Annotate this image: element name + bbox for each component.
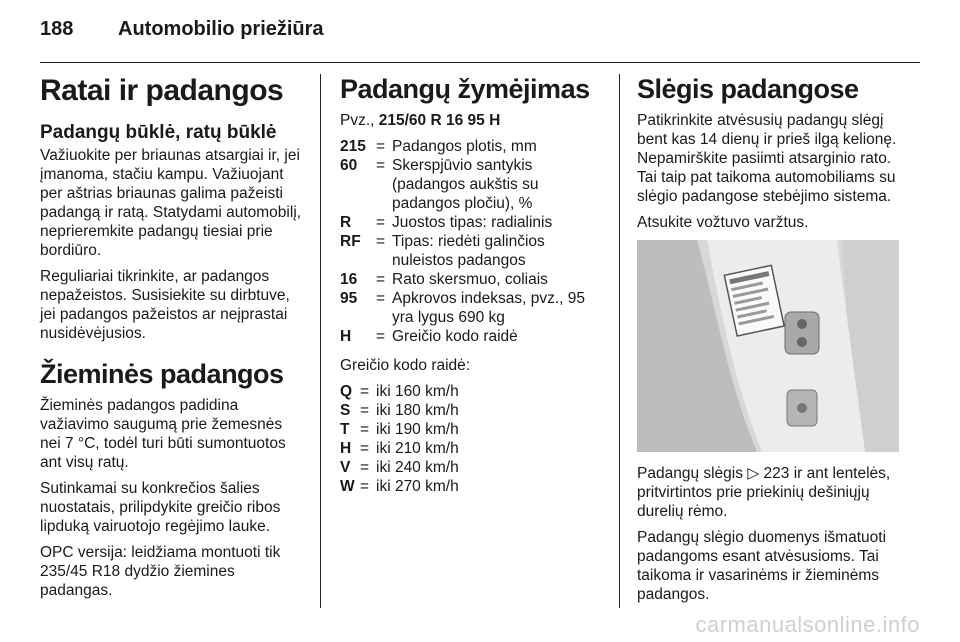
table-row: W = iki 270 km/h xyxy=(340,478,459,495)
paragraph-pressure-reference: Padangų slėgis ▷ 223 ir ant lentelės, pritvirtintos prie priekinių dešiniųjų durelių rėmo. xyxy=(637,465,891,520)
paragraph: OPC versija: leidžiama montuoti tik 235/45 R18 dydžio žiemines padangas. xyxy=(40,544,281,599)
example-code: 215/60 R 16 95 H xyxy=(378,112,501,129)
marking-key: 16 xyxy=(340,271,358,288)
marking-table xyxy=(340,137,602,346)
paragraph: Žieminės padangos padidina važiavimo saugumą prie žemesnės nei 7 °C, todėl turi būti sumontuotos ant visų ratų. xyxy=(40,397,286,471)
marking-key: RF xyxy=(340,233,361,250)
column-tyre-marking xyxy=(340,74,602,506)
marking-desc: Tipas: riedėti galinčios nuleistos padangos xyxy=(392,233,545,269)
section-title: Ratai ir padangos xyxy=(40,74,284,107)
marking-desc: Rato skersmuo, coliais xyxy=(392,271,548,288)
page-header xyxy=(40,18,324,41)
subsection-title-tyre-condition: Padangų būklė, ratų būklė xyxy=(40,122,277,143)
column-divider xyxy=(320,74,321,608)
paragraph: Padangų slėgio duomenys išmatuoti padangoms esant atvėsusioms. Tai taikoma ir vasarinėms ir žieminėms padangos. xyxy=(637,529,887,603)
section-title: Padangų žymėjimas xyxy=(340,74,590,104)
speed-intro: Greičio kodo raidė: xyxy=(340,357,471,374)
speed-desc: iki 270 km/h xyxy=(376,478,459,495)
page-reference-link[interactable]: 223 xyxy=(763,465,790,482)
paragraph: Važiuokite per briaunas atsargiai ir, jei įmanoma, stačiu kampu. Važiuojant per aštrias briaunas galima pažeisti padangą ir ratą. Statydami automobilį, neprieremkite padangų tiesiai prie bordiūro. xyxy=(40,147,302,259)
page-number: 188 xyxy=(40,18,74,40)
marking-desc: Juostos tipas: radialinis xyxy=(392,214,553,231)
table-row: H = Greičio kodo raidė xyxy=(340,327,602,346)
section-title: Slėgis padangose xyxy=(637,74,859,104)
table-row: 215 = Padangos plotis, mm xyxy=(340,137,602,156)
table-row: 16 = Rato skersmuo, coliais xyxy=(340,270,602,289)
table-row: RF = Tipas: riedėti galinčios nuleistos padangos xyxy=(340,232,602,270)
column-wheels-tyres xyxy=(40,74,302,607)
speed-key: V xyxy=(340,459,351,476)
paragraph: Sutinkamai su konkrečios šalies nuostatais, prilipdykite greičio ribos lipduką vairuotojo regėjimo lauke. xyxy=(40,480,281,535)
paragraph: Atsukite vožtuvo varžtus. xyxy=(637,214,809,231)
marking-desc: Padangos plotis, mm xyxy=(392,138,537,155)
watermark: carmanualsonline.info xyxy=(695,612,920,637)
table-row: V = iki 240 km/h xyxy=(340,459,459,476)
speed-key: T xyxy=(340,421,350,438)
table-row: S = iki 180 km/h xyxy=(340,402,459,419)
marking-desc: Skerspjūvio santykis (padangos aukštis su padangos pločiu), % xyxy=(392,157,539,212)
marking-key: 95 xyxy=(340,290,358,307)
speed-desc: iki 210 km/h xyxy=(376,440,459,457)
speed-desc: iki 240 km/h xyxy=(376,459,459,476)
speed-key: Q xyxy=(340,383,353,400)
speed-key: S xyxy=(340,402,351,419)
table-row: 60 = Skerspjūvio santykis (padangos aukštis su padangos pločiu), % xyxy=(340,156,602,213)
speed-key: H xyxy=(340,440,352,457)
marking-key: R xyxy=(340,214,352,231)
marking-key: H xyxy=(340,328,352,345)
speed-desc: iki 190 km/h xyxy=(376,421,459,438)
speed-desc: iki 180 km/h xyxy=(376,402,459,419)
door-pillar-illustration xyxy=(637,240,899,452)
column-tyre-pressure xyxy=(637,74,899,611)
column-divider xyxy=(619,74,620,608)
marking-key: 60 xyxy=(340,157,358,174)
page-ref-arrow-icon: ▷ xyxy=(747,465,760,482)
example-prefix: Pvz., xyxy=(340,112,375,129)
table-row: H = iki 210 km/h xyxy=(340,440,459,457)
paragraph: Reguliariai tikrinkite, ar padangos nepažeistos. Susisiekite su dirbtuve, jei padangos pažeistos ar neįprastai nusidėvėjusios. xyxy=(40,268,290,342)
table-row: Q = iki 160 km/h xyxy=(340,383,459,400)
table-row: T = iki 190 km/h xyxy=(340,421,459,438)
speed-code-table xyxy=(340,382,459,496)
marking-key: 215 xyxy=(340,138,366,155)
door-frame-label-photo xyxy=(637,240,899,452)
speed-desc: iki 160 km/h xyxy=(376,383,459,400)
marking-desc: Greičio kodo raidė xyxy=(392,328,518,345)
example-line xyxy=(340,111,602,130)
table-row: 95 = Apkrovos indeksas, pvz., 95 yra lygus 690 kg xyxy=(340,289,602,327)
chapter-title: Automobilio priežiūra xyxy=(118,18,324,40)
paragraph: Patikrinkite atvėsusių padangų slėgį bent kas 14 dienų ir prieš ilgą kelionę. Nepamirškite pasiimti atsarginio rato. Tai taip pat taikoma automobiliams su slėgio padangose stebėjimo sistema. xyxy=(637,112,897,205)
subsection-title-winter-tyres: Žieminės padangos xyxy=(40,359,284,389)
header-divider xyxy=(40,62,920,63)
speed-key: W xyxy=(340,478,355,495)
table-row: R = Juostos tipas: radialinis xyxy=(340,213,602,232)
marking-desc: Apkrovos indeksas, pvz., 95 yra lygus 690 kg xyxy=(392,290,585,326)
